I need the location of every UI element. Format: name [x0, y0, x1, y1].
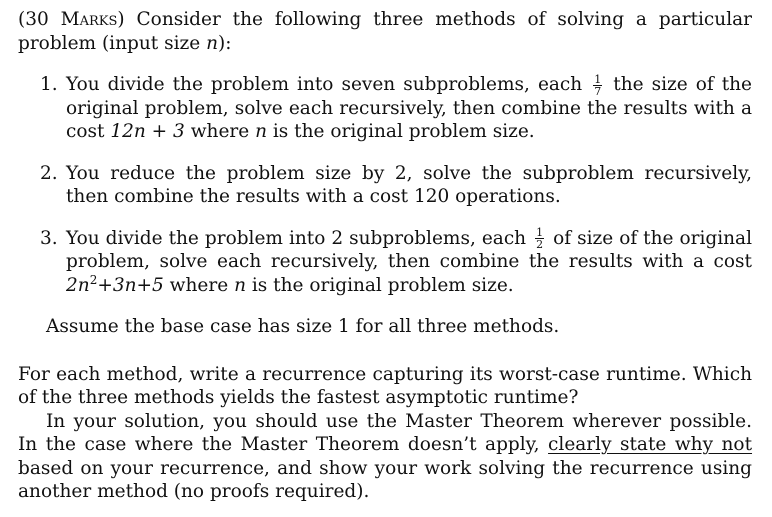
method-1-mid: the size of the original problem, solve each recursively, then combine the results with a cost — [66, 74, 752, 142]
intro-text: Consider the following three methods of solving a particular problem (input size — [18, 9, 753, 54]
method-1-var: n — [255, 121, 267, 142]
intro-end: ): — [217, 32, 232, 54]
method-number: 3. — [40, 227, 58, 249]
method-1-end: is the original problem size. — [267, 121, 535, 142]
method-3-cost-b: +3n+5 — [97, 274, 164, 296]
method-2-text: You reduce the problem size by 2, solve the subproblem recursively, then combine the results with a cost 120 operations. — [66, 162, 752, 207]
method-3-cost-a: 2n — [66, 274, 90, 296]
method-3-cost-exp: 2 — [89, 272, 98, 287]
method-number: 1. — [40, 74, 58, 95]
method-item-3 — [18, 227, 752, 298]
problem-intro — [18, 8, 752, 55]
intro-var: n — [206, 32, 218, 54]
method-3-pre: You divide the problem into 2 subproblems, each — [66, 227, 533, 249]
instructions-paragraph — [18, 410, 752, 504]
base-case-note: Assume the base case has size 1 for all three methods. — [46, 316, 560, 337]
instructions-pre: In your solution, you should use the Master Theorem wherever possible. In the case where the Master Theorem doesn’t apply, — [18, 410, 752, 455]
method-1-cost: 12n + 3 — [110, 121, 185, 142]
method-3-var: n — [234, 274, 246, 296]
method-number: 2. — [40, 162, 58, 184]
method-item-1 — [18, 73, 752, 144]
method-3-end: is the original problem size. — [245, 274, 514, 296]
method-1-pre: You divide the problem into seven subproblems, each — [66, 74, 591, 95]
fraction-one-half: $\frac{1}{2}$ — [536, 226, 544, 251]
method-item-2 — [18, 162, 752, 209]
marks-label: (30 Marks) — [18, 9, 125, 30]
method-1-post: where — [184, 121, 256, 142]
instructions-post: based on your recurrence, and show your work solving the recurrence using another method (no proofs required). — [18, 457, 752, 502]
method-3-mid: of size of the original problem, solve each recursively, then combine the results with a cost — [66, 227, 752, 272]
methods-list — [18, 73, 752, 297]
method-3-post: where — [163, 274, 235, 296]
question-text: For each method, write a recurrence capturing its worst-case runtime. Which of the three methods yields the fastest asymptotic runtime? — [18, 363, 752, 408]
fraction-one-seventh: $\frac{1}{7}$ — [594, 72, 602, 98]
instructions-underlined: clearly state why not — [548, 434, 753, 455]
